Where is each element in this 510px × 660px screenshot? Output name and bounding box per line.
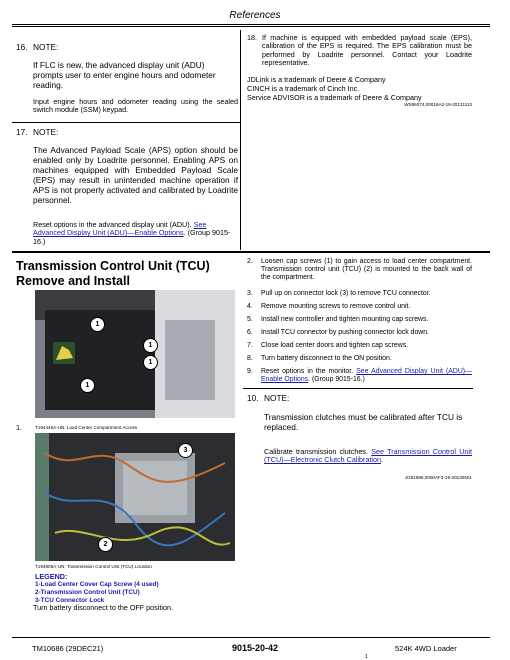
figure1-callout-1b: 1 — [143, 338, 158, 353]
page-header: References — [229, 10, 281, 21]
note10-text: Transmission clutches must be calibrated after TCU is replaced. — [264, 412, 463, 432]
header-rule-2 — [12, 26, 490, 27]
figure2-photo — [35, 433, 235, 561]
adu-enable-options-link[interactable]: See Advanced Display Unit (ADU)—Enable Options — [33, 220, 207, 238]
figure2-caption: T194805A-UN: Transmission Control Unit (TCU) Location — [35, 564, 152, 569]
note17-label: NOTE: — [33, 127, 59, 137]
figure1-caption: T194445A-UN: Load Center Compartment Access — [35, 425, 138, 430]
step-2: 2. Loosen cap screws (1) to gain access to load center compartment. Transmission control unit (TCU) (2) is mounted to the back wall of the compartment. — [247, 258, 472, 282]
trademark-code: WS66074,00016A2-19-20131113 — [404, 102, 472, 107]
footer-manual-id: TM10686 (29DEC21) — [32, 644, 104, 653]
note17-reset — [33, 221, 238, 246]
trademark-jdlink: JDLink is a trademark of Deere & Company — [247, 75, 386, 84]
footer-model: 524K 4WD Loader — [395, 644, 457, 653]
figure2-callout-3: 3 — [178, 443, 193, 458]
footer-page-number: 9015-20-42 — [231, 643, 279, 653]
trademark-service-advisor: Service ADVISOR is a trademark of Deere & Company — [247, 93, 422, 102]
note16-text: If FLC is new, the advanced display unit (ADU) prompts user to enter engine hours and odometer reading. — [33, 60, 216, 90]
note10-cal-suffix: . — [381, 455, 384, 465]
note17-reset-suffix: . (Group 9015-16.) — [33, 228, 231, 246]
footer-rule — [12, 637, 490, 638]
note17-reset-prefix: Reset options in the advanced display unit (ADU). — [33, 220, 192, 229]
figure2-drawing — [35, 433, 235, 561]
legend-item: 2-Transmission Control Unit (TCU) — [35, 589, 140, 596]
section-title: Transmission Control Unit (TCU) Remove and Install — [16, 259, 210, 288]
step1-number: 1. — [16, 423, 22, 432]
step-5: 5. Install new controller and tighten mounting cap screws. — [247, 316, 429, 323]
footer-page-index: 1 — [365, 654, 368, 660]
column-divider — [240, 30, 241, 250]
step9-prefix: Reset options in the monitor. — [261, 368, 354, 375]
figure1-photo — [35, 290, 235, 418]
note10-code: JG91986,0000AF3-19-20130601 — [404, 475, 472, 480]
figure1-drawing — [35, 290, 235, 418]
figure1-callout-1d: 1 — [80, 378, 95, 393]
step-4: 4. Remove mounting screws to remove control unit. — [247, 303, 411, 310]
legend-title: LEGEND: — [35, 572, 68, 581]
note17-number: 17. — [16, 127, 28, 137]
legend-item: 3-TCU Connector Lock — [35, 597, 105, 604]
note16-keypad: Input engine hours and odometer reading using the sealed switch module (SSM) keypad. — [33, 97, 238, 115]
note10-calibrate — [264, 448, 472, 465]
legend-item: 1-Load Center Cover Cap Screw (4 used) — [35, 581, 159, 588]
note10-label: NOTE: — [264, 393, 290, 403]
trademark-cinch: CINCH is a trademark of Cinch Inc. — [247, 84, 360, 93]
step9-suffix: . (Group 9015-16.) — [308, 376, 365, 384]
note10-number: 10. — [247, 393, 259, 403]
figure1-callout-1c: 1 — [143, 355, 158, 370]
section-rule — [12, 251, 490, 253]
step-8: 8. Turn battery disconnect to the ON position. — [247, 355, 392, 362]
note10-separator — [243, 388, 473, 389]
step18-number: 18. — [247, 33, 257, 42]
note16-label: NOTE: — [33, 42, 59, 52]
step-9: 9. Reset options in the monitor. See Advanced Display Unit (ADU)—Enable Options. (Group 9015-16.) — [247, 368, 472, 384]
figure2-callout-2: 2 — [98, 537, 113, 552]
step-3: 3. Pull up on connector lock (3) to remove TCU connector. — [247, 290, 431, 297]
step-6: 6. Install TCU connector by pushing connector lock down. — [247, 329, 430, 336]
step9-adu-link[interactable]: See Advanced Display Unit (ADU)—Enable Options — [261, 368, 472, 384]
battery-off-instruction: Turn battery disconnect to the OFF position. — [33, 603, 173, 612]
step-7: 7. Close load center doors and tighten cap screws. — [247, 342, 409, 349]
note10-cal-prefix: Calibrate transmission clutches. — [264, 447, 368, 456]
step18-text: If machine is equipped with embedded payload scale (EPS), calibration of the EPS is required. The EPS calibration must be performed by Loadrite personnel. Contact your Loadrite representative. — [262, 33, 472, 68]
header-rule — [12, 24, 490, 25]
separator — [12, 122, 240, 123]
tcu-clutch-calibration-link[interactable]: See Transmission Control Unit (TCU)—Electronic Clutch Calibration — [264, 447, 472, 465]
figure1-callout-1a: 1 — [90, 317, 105, 332]
note16-number: 16. — [16, 42, 28, 52]
note17-text: The Advanced Payload Scale (APS) option should be enabled only by Loadrite personnel. Enabling APS on machines equipped with Embedded Payload Scale (EPS) may result in unintended machine operation if APS is not properly activated and calibrated by Loadrite personnel. — [33, 145, 238, 205]
